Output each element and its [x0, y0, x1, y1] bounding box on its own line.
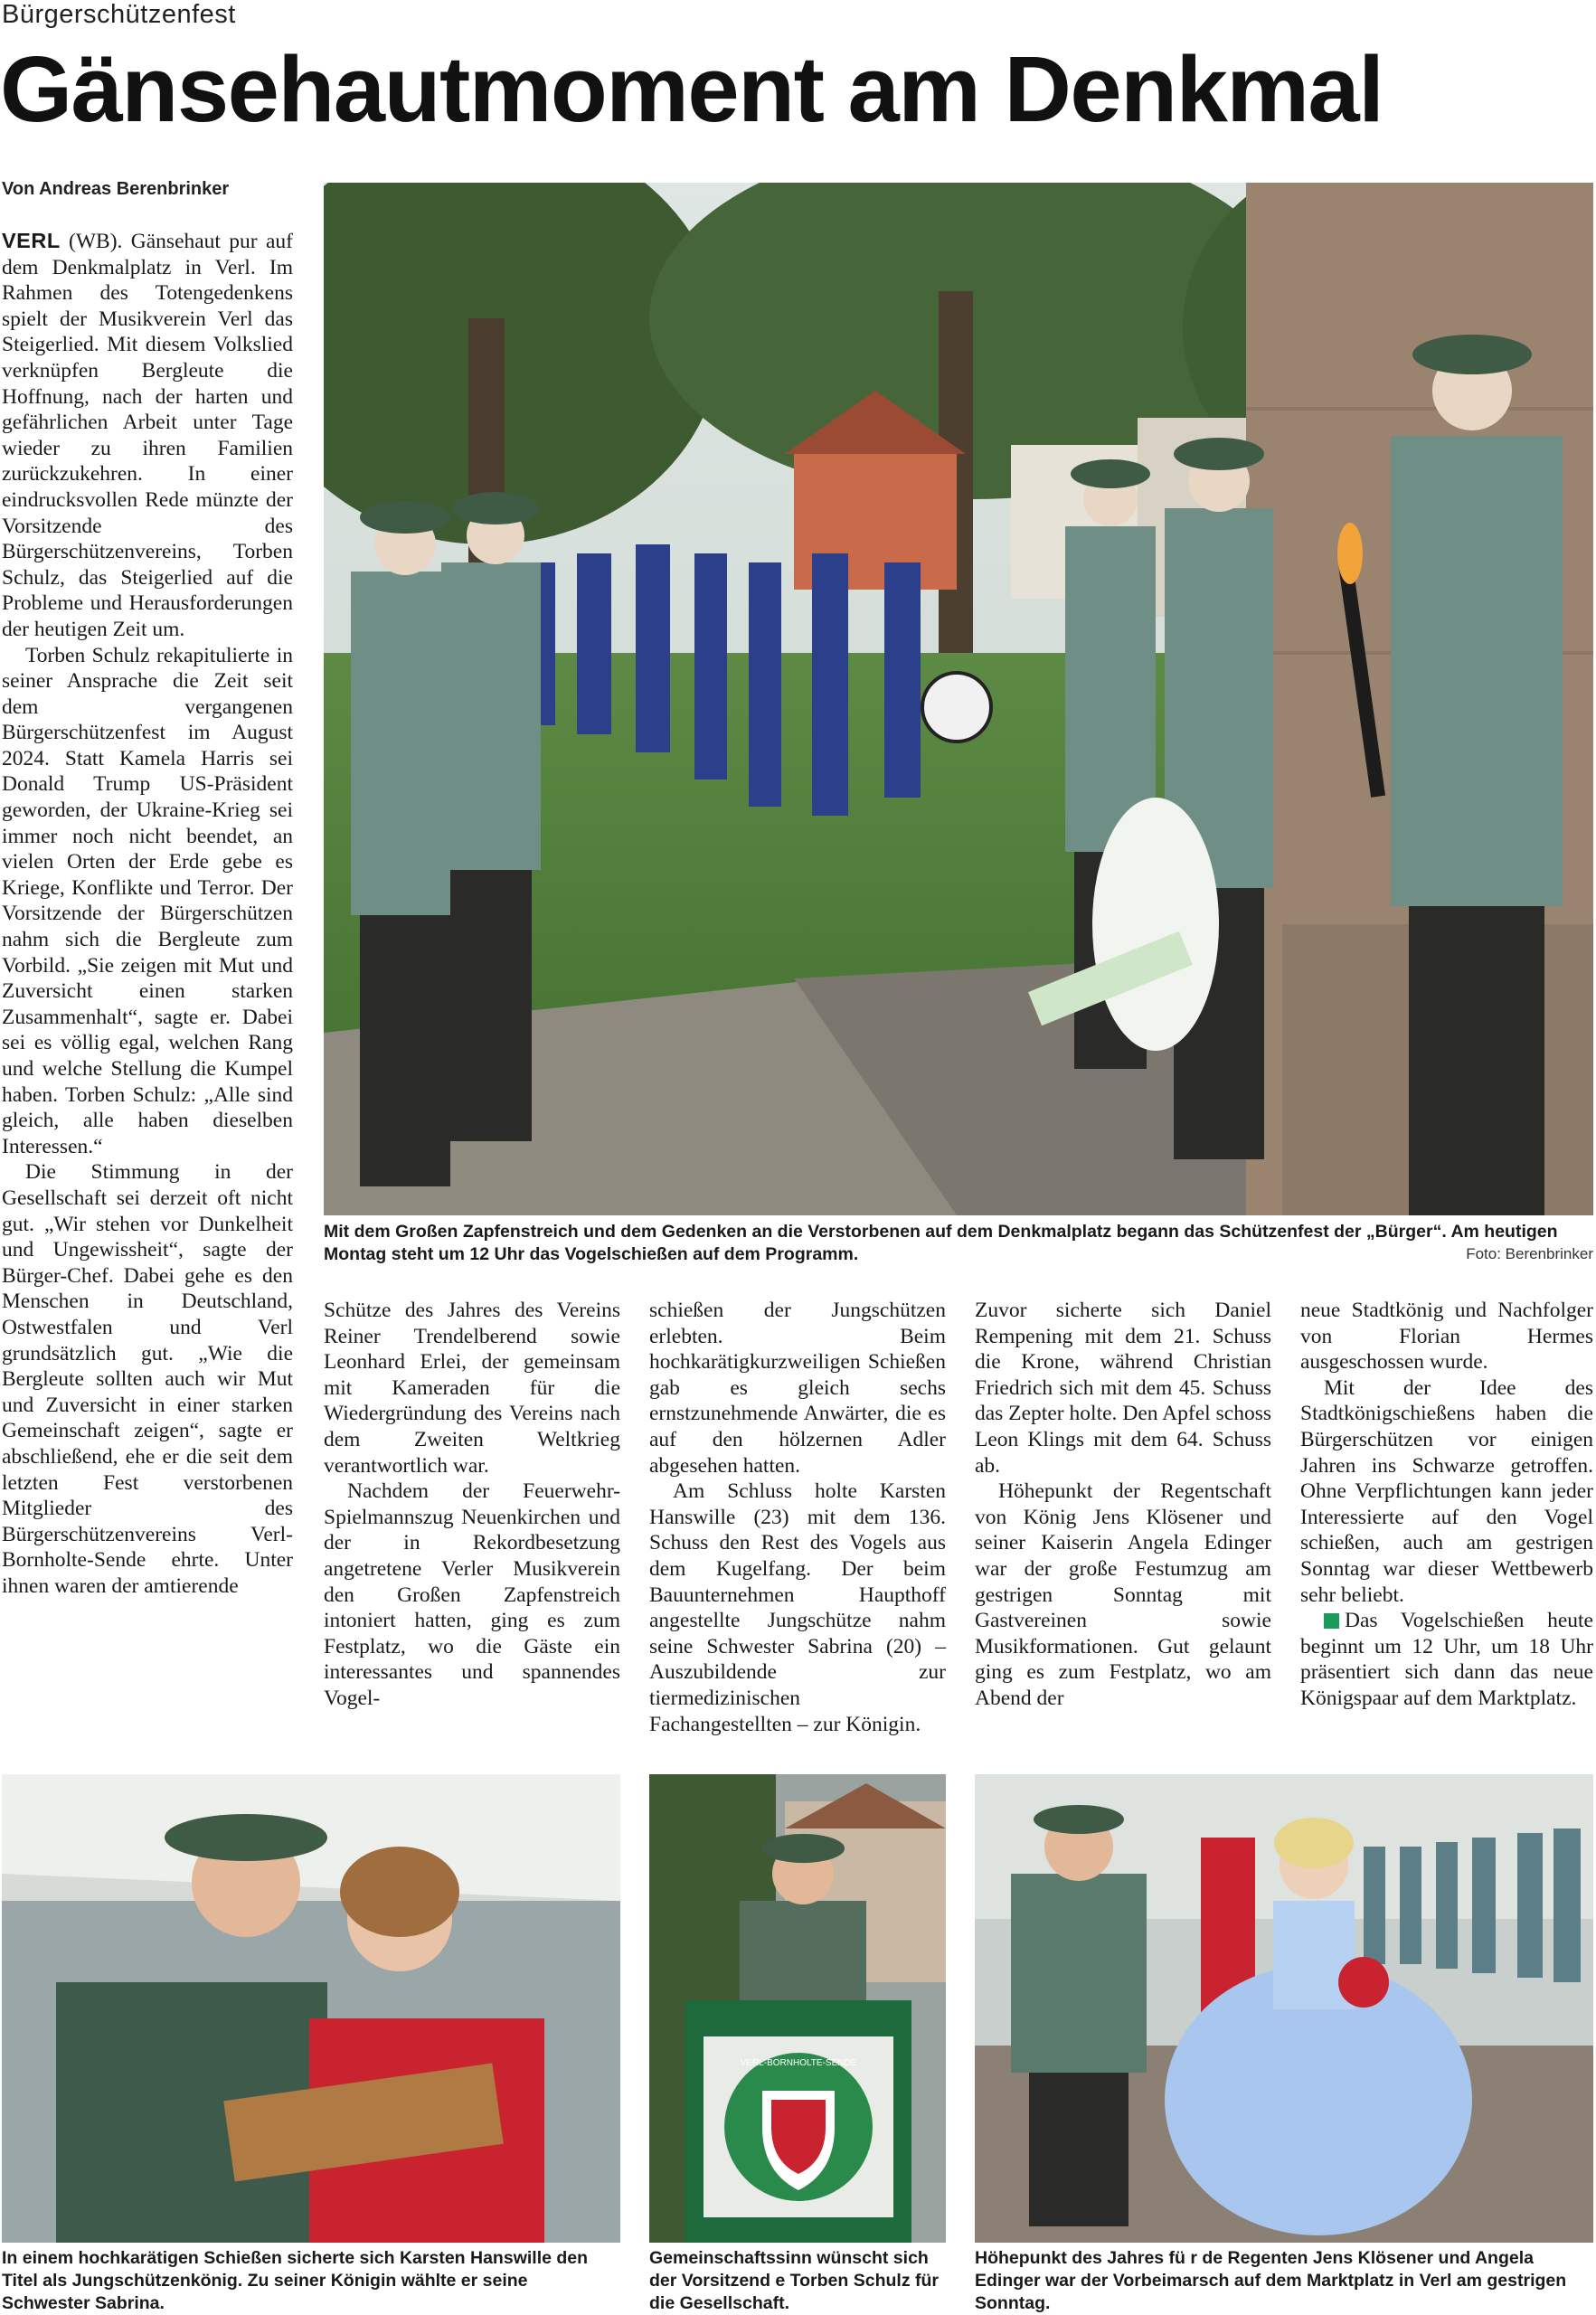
col2-paragraph-1: Schütze des Jahres des Vereins Reiner Trendelberend sowie Leonhard Erlei, der gemeinsam mit Kameraden für die Wiedergründung des Vereins nach dem Zweiten Weltkrieg verantwortlich war.: [324, 1299, 620, 1478]
col5-paragraph-1: neue Stadtkönig und Nachfolger von Florian Hermes ausgeschossen wurde.: [1300, 1299, 1593, 1375]
col1-paragraph-1: (WB). Gänsehaut pur auf dem Denkmalplatz in Verl. Im Rahmen des Totengedenkens spielt der Musikverein Verl das Steigerlied. Mit diesem Volkslied verknüpfen Bergleute die Hoffnung, nach der harten und gefährlichen Arbeit unter Tage wieder zu ihren Familien zurückzukehren. In einer eindrucksvollen Rede münzte der Vorsitzende des Bürgerschützenvereins, Torben Schulz, das Steigerlied auf die Probleme und Herausforderungen der heutigen Zeit um.: [2, 230, 293, 641]
body-column-4: [975, 1298, 1271, 1712]
bottom-middle-caption: Gemeinschaftssinn wünscht sich der Vorsitzend e Torben Schulz für die Gesellschaft.: [649, 2248, 939, 2313]
article-byline: Von Andreas Berenbrinker: [2, 179, 230, 199]
bottom-photo-left: [2, 1774, 620, 2243]
col1-paragraph-3: Die Stimmung in der Gesellschaft sei derzeit oft nicht gut. „Wir stehen vor Dunkelheit und Ungewissheit“, sagte der Bürger-Chef. Dabei gehe es den Menschen in Deutschland, Ostwestfalen und Verl grundsätzlich gut. „Wie die Bergleute sollten auch wir Mut und Zuversicht in einer starken Gemeinschaft zeigen“, sagte er abschließend, ehe er die seit dem letzten Fest verstorbenen Mitglieder des Bürgerschützenvereins Verl-Bornholte-Sende ehrte. Unter ihnen waren der amtierende: [2, 1160, 293, 1598]
col2-paragraph-2: Nachdem der Feuerwehr-Spielmannszug Neuenkirchen und der in Rekordbesetzung angetretene Verler Musikverein den Großen Zapfenstreich intoniert hatten, ging es zum Festplatz, wo die Gäste ein interessantes und spannendes Vogel-: [324, 1479, 620, 1710]
bottom-photo-middle: [649, 1774, 946, 2243]
body-column-5: [1300, 1298, 1593, 1712]
col4-paragraph-2: Höhepunkt der Regentschaft von König Jens Klösener und seiner Kaiserin Angela Edinger war der große Festumzug am gestrigen Sonntag mit Gastvereinen sowie Musikformationen. Gut gelaunt ging es zum Festplatz, wo am Abend der: [975, 1479, 1271, 1710]
body-column-2: [324, 1298, 620, 1712]
col1-paragraph-2: Torben Schulz rekapitulierte in seiner Ansprache die Zeit seit dem vergangenen Bürgerschützenfest im August 2024. Statt Kamela Harris sei Donald Trump US-Präsident geworden, der Ukraine-Krieg sei immer noch nicht beendet, an vielen Orten der Erde gebe es Kriege, Konflikte und Terror. Der Vorsitzende der Bürgerschützen nahm sich die Bergleute zum Vorbild. „Sie zeigen mit Mut und Zuversicht einen starken Zusammenhalt“, sagte er. Dabei sei es völlig egal, welchen Rang und welche Stellung die Kumpel haben. Torben Schulz: „Alle sind gleich, alle haben dieselben Interessen.“: [2, 643, 293, 1158]
col3-paragraph-2: Am Schluss holte Karsten Hanswille (23) mit dem 136. Schuss den Rest des Vogels aus dem Kugelfang. Der beim Bauunternehmen Haupthoff angestellte Jungschütze nahm seine Schwester Sabrina (20) – Auszubildende zur tiermedizinischen Fachangestellten – zur Königin.: [649, 1479, 946, 1736]
main-photo-credit: Foto: Berenbrinker: [1466, 1245, 1593, 1262]
bottom-photo-right: [975, 1774, 1593, 2243]
bottom-right-caption: Höhepunkt des Jahres fü r de Regenten Jens Klösener und Angela Edinger war der Vorbeimarsch auf dem Marktplatz in Verl am gestrigen Sonntag.: [975, 2248, 1567, 2313]
main-photo: [324, 183, 1593, 1215]
col4-paragraph-1: Zuvor sicherte sich Daniel Rempening mit dem 21. Schuss die Krone, während Christian Friedrich sich mit dem 45. Schuss das Zepter holte. Den Apfel schoss Leon Klings mit dem 64. Schuss ab.: [975, 1299, 1271, 1478]
lectern-inscription: VERL-BORNHOLTE-SENDE: [740, 2058, 857, 2068]
dateline: VERL: [2, 229, 61, 252]
col3-paragraph-1: schießen der Jungschützen erlebten. Beim hochkarätigkurzweiligen Schießen gab es gleich sechs ernstzunehmende Anwärter, die es auf den hölzernen Adler abgesehen hatten.: [649, 1299, 946, 1478]
main-photo-caption: Mit dem Großen Zapfenstreich und dem Gedenken an die Verstorbenen auf dem Denkmalplatz begann das Schützenfest der „Bürger“. Am heutigen Montag steht um 12 Uhr das Vogelschießen auf dem Programm.: [324, 1222, 1558, 1264]
col5-paragraph-2: Mit der Idee des Stadtkönigschießens haben die Bürgerschützen vor einigen Jahren ins Schwarze getroffen. Ohne Verpflichtungen kann jeder Interessierte auf den Vogel schießen, auch am gestrigen Sonntag war dieser Wettbewerb sehr beliebt.: [1300, 1375, 1593, 1607]
col5-paragraph-3: Das Vogelschießen heute beginnt um 12 Uhr, um 18 Uhr präsentiert sich dann das neue Königspaar auf dem Marktplatz.: [1300, 1609, 1593, 1710]
body-column-3: [649, 1298, 946, 1737]
article-headline: Gänsehautmoment am Denkmal: [0, 37, 1384, 141]
body-column-1: [2, 228, 293, 1599]
info-marker-icon: [1324, 1613, 1339, 1629]
bottom-left-caption: In einem hochkarätigen Schießen sicherte sich Karsten Hanswille den Titel als Jungschützenkönig. Zu seiner Königin wählte er seine Schwester Sabrina.: [2, 2248, 589, 2313]
article-kicker: Bürgerschützenfest: [2, 0, 236, 29]
